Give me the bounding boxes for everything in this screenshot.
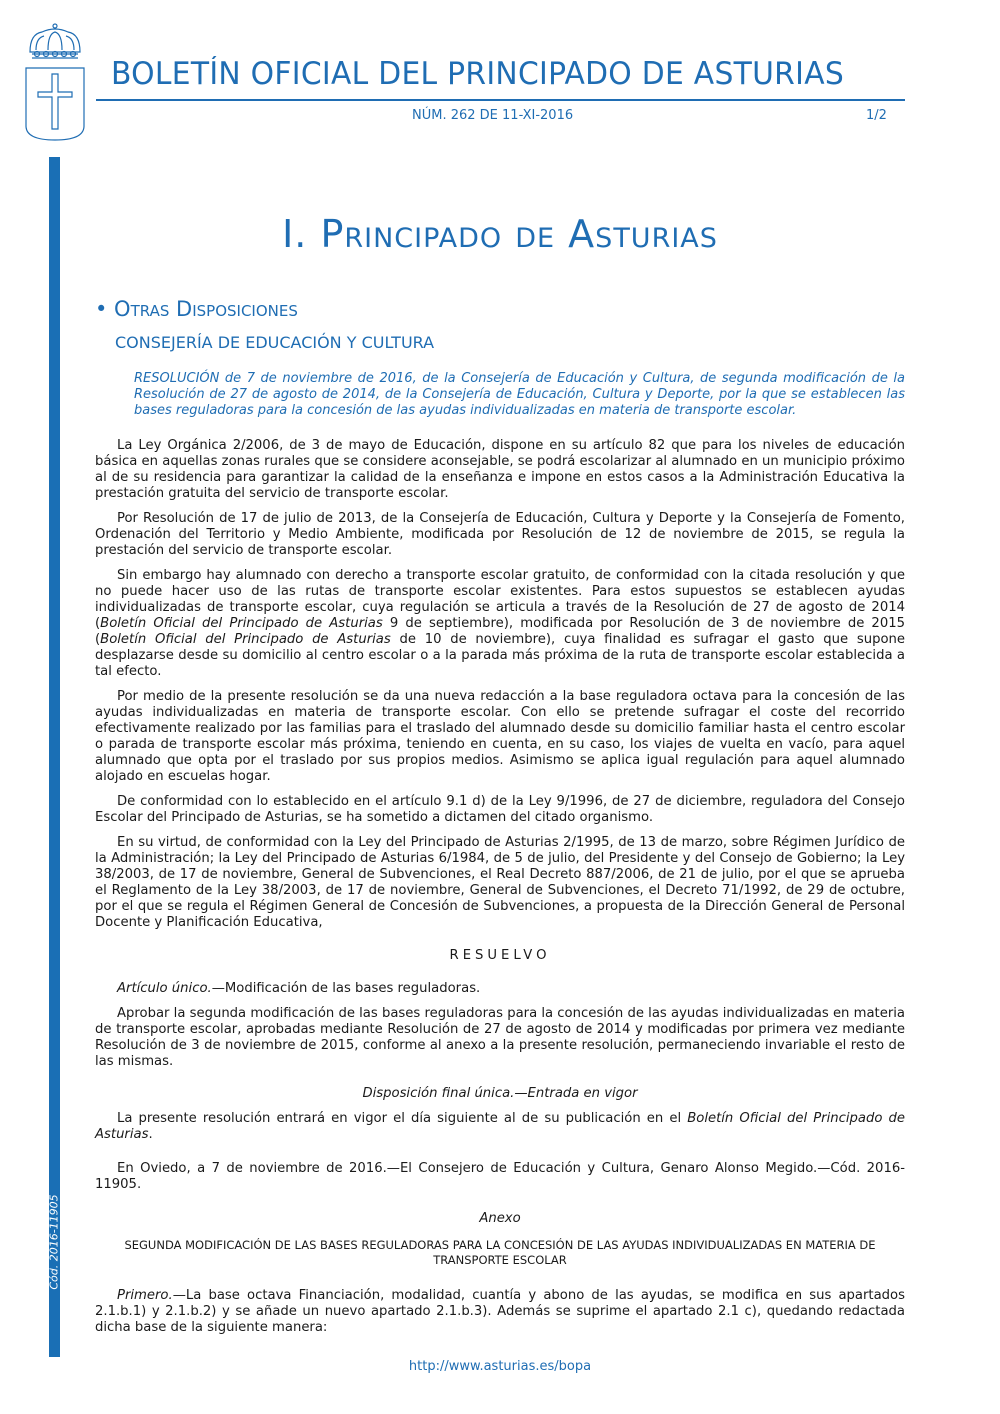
- issue-number: NÚM. 262 DE 11-XI-2016: [412, 108, 574, 123]
- side-bar: [49, 157, 60, 1357]
- annex-heading: Anexo: [479, 1211, 521, 1226]
- paragraph: De conformidad con lo establecido en el artículo 9.1 d) de la Ley 9/1996, de 27 de diciembre, reguladora del Consejo Escolar del Principado de Asturias, se ha sometido a dictamen del citado organismo.: [95, 794, 905, 825]
- annex-title: SEGUNDA MODIFICACIÓN DE LAS BASES REGULADORAS PARA LA CONCESIÓN DE LAS AYUDAS INDIVIDUALIZADAS EN MATERIA DE TRANSPORTE ESCOLAR: [124, 1238, 876, 1267]
- final-heading: Disposición final única.—Entrada en vigor: [362, 1086, 638, 1101]
- resolution-title: RESOLUCIÓN de 7 de noviembre de 2016, de la Consejería de Educación y Cultura, de segunda modificación de la Resolución de 27 de agosto de 2014, de la Consejería de Educación, Cultura y Deporte, por la que se establecen las bases reguladoras para la concesión de las ayudas individualizadas en materia de transporte escolar.: [134, 371, 905, 418]
- paragraph: Por Resolución de 17 de julio de 2013, de la Consejería de Educación, Cultura y Deporte y la Consejería de Fomento, Ordenación del Territorio y Medio Ambiente, modificada por Resolución de 12 de noviembre de 2015, se regula la prestación del servicio de transporte escolar.: [95, 511, 905, 558]
- paragraph: Por medio de la presente resolución se da una nueva redacción a la base reguladora octava para la concesión de las ayudas individualizadas en materia de transporte escolar. Con ello se pretende sufragar el coste del recorrido efectivamente realizado por las familias para el traslado del alumnado desde su domicilio familiar hasta el centro escolar o parada de transporte escolar más próxima, teniendo en cuenta, en su caso, los viajes de vuelta en vacío, para aquel alumnado que opta por el traslado por sus propios medios. Asimismo se aplica igual regulación para aquel alumnado alojado en escuelas hogar.: [95, 689, 905, 784]
- side-code: Cód. 2016-11905: [47, 1194, 61, 1290]
- paragraph: La presente resolución entrará en vigor el día siguiente al de su publicación en el Boletín Oficial del Principado de Asturias.: [95, 1111, 905, 1142]
- header-rule: [96, 99, 905, 101]
- subsection-heading: • Otras Disposiciones: [95, 297, 298, 321]
- bulletin-title: BOLETÍN OFICIAL DEL PRINCIPADO DE ASTURIAS: [111, 56, 845, 92]
- document-body: [95, 438, 905, 1345]
- article-heading: Artículo único.—Modificación de las bases reguladoras.: [117, 981, 481, 996]
- paragraph: Primero.—La base octava Financiación, modalidad, cuantía y abono de las ayudas, se modifica en sus apartados 2.1.b.1) y 2.1.b.2) y se añade un nuevo apartado 2.1.b.3). Además se suprime el apartado 2.1 c), quedando redactada dicha base de la siguiente manera:: [95, 1288, 905, 1335]
- paragraph: La Ley Orgánica 2/2006, de 3 de mayo de Educación, dispone en su artículo 82 que para los niveles de educación básica en aquellas zonas rurales que se considere aconsejable, se podrá escolarizar al alumnado en un municipio próximo al de su residencia para garantizar la calidad de la enseñanza e impone en estos casos a la Administración Educativa la prestación gratuita del servicio de transporte escolar.: [95, 438, 905, 501]
- paragraph: En su virtud, de conformidad con la Ley del Principado de Asturias 2/1995, de 13 de marzo, sobre Régimen Jurídico de la Administración; la Ley del Principado de Asturias 6/1984, de 5 de julio, del Presidente y del Consejo de Gobierno; la Ley 38/2003, de 17 de noviembre, General de Subvenciones, el Real Decreto 887/2006, de 21 de julio, por el que se aprueba el Reglamento de la Ley 38/2003, de 17 de noviembre, General de Subvenciones, el Decreto 71/1992, de 29 de octubre, por el que se regula el Régimen General de Concesión de Subvenciones, a propuesta de la Dirección General de Personal Docente y Planificación Educativa,: [95, 835, 905, 930]
- coat-of-arms-logo: [22, 22, 88, 142]
- department-heading: CONSEJERÍA DE EDUCACIÓN Y CULTURA: [115, 333, 435, 352]
- paragraph: Aprobar la segunda modificación de las bases reguladoras para la concesión de las ayudas individualizadas en materia de transporte escolar, aprobadas mediante Resolución de 27 de agosto de 2014 y modificadas por primera vez mediante Resolución de 3 de noviembre de 2015, conforme al anexo a la presente resolución, permaneciendo invariable el resto de las mismas.: [95, 1006, 905, 1069]
- signature: En Oviedo, a 7 de noviembre de 2016.—El Consejero de Educación y Cultura, Genaro Alonso Megido.—Cód. 2016-11905.: [95, 1161, 905, 1192]
- paragraph: Sin embargo hay alumnado con derecho a transporte escolar gratuito, de conformidad con la citada resolución y que no puede hacer uso de las rutas de transporte escolar existentes. Para estos supuestos se establecen ayudas individualizadas de transporte escolar, cuya regulación se articula a través de la Resolución de 27 de agosto de 2014 (Boletín Oficial del Principado de Asturias 9 de septiembre), modificada por Resolución de 3 de noviembre de 2015 (Boletín Oficial del Principado de Asturias de 10 de noviembre), cuya finalidad es sufragar el gasto que supone desplazarse desde su domicilio al centro escolar o a la parada más próxima de la ruta de transporte escolar establecida a tal efecto.: [95, 568, 905, 679]
- section-heading: I. Principado de Asturias: [282, 212, 718, 256]
- page-number: 1/2: [866, 108, 887, 123]
- footer-link[interactable]: http://www.asturias.es/bopa: [408, 1359, 592, 1374]
- resuelvo-heading: RESUELVO: [449, 948, 551, 963]
